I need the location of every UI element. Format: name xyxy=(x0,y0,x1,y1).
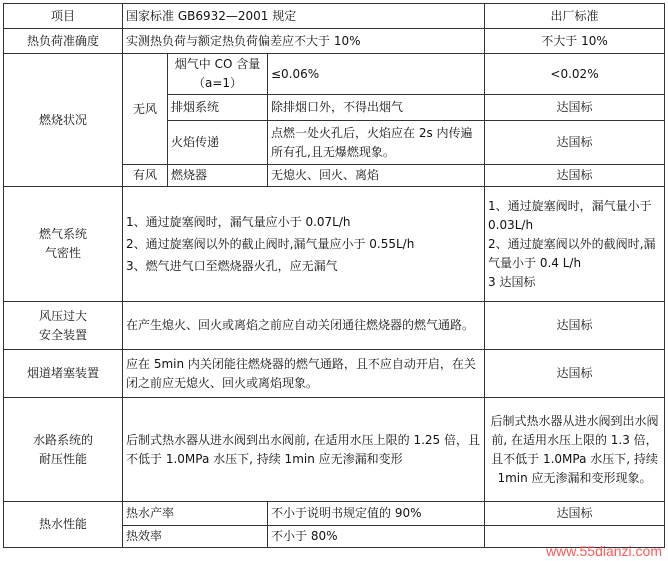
flue-blockage-label: 烟道堵塞装置 xyxy=(4,350,123,398)
header-factory-standard: 出厂标准 xyxy=(485,4,665,29)
table-row xyxy=(4,502,665,526)
exhaust-factory: 达国标 xyxy=(485,95,665,121)
heat-load-label: 热负荷准确度 xyxy=(4,29,123,54)
water-pressure-label xyxy=(4,398,123,502)
co-content-standard: ≤0.06% xyxy=(268,54,485,95)
table-row xyxy=(4,302,665,350)
overpressure-label-line2: 安全装置 xyxy=(38,327,87,342)
heat-load-standard: 实测热负荷与额定热负荷偏差应不大于 10% xyxy=(123,29,485,54)
header-row xyxy=(4,4,665,29)
yield-item: 热水产率 xyxy=(123,502,268,526)
heat-load-factory: 不大于 10% xyxy=(485,29,665,54)
gas-standard-line: 1、通过旋塞阀时，漏气量应小于 0.07L/h xyxy=(126,214,351,229)
yield-standard: 不小于说明书规定值的 90% xyxy=(268,502,485,526)
co-content-factory: <0.02% xyxy=(485,54,665,95)
no-wind-label: 无风 xyxy=(123,54,168,165)
hot-water-label: 热水性能 xyxy=(4,502,123,548)
standards-table xyxy=(3,3,665,548)
flue-blockage-factory: 达国标 xyxy=(485,350,665,398)
water-pressure-standard: 后制式热水器从进水阀到出水阀前, 在适用水压上限的 1.25 倍，且不低于 1.0MPa 水压下, 持续 1min 应无渗漏和变形 xyxy=(123,398,485,502)
overpressure-standard: 在产生熄火、回火或离焰之前应自动关闭通往燃烧器的燃气通路。 xyxy=(123,302,485,350)
gas-tightness-factory xyxy=(485,187,665,302)
with-wind-label: 有风 xyxy=(123,165,168,187)
water-pressure-label-line2: 耐压性能 xyxy=(38,451,87,466)
overpressure-label-line1: 风压过大 xyxy=(38,308,87,323)
table-row xyxy=(4,187,665,302)
exhaust-standard: 除排烟口外，不得出烟气 xyxy=(268,95,485,121)
efficiency-standard: 不小于 80% xyxy=(268,526,485,548)
gas-tightness-label-line2: 气密性 xyxy=(44,246,81,260)
burner-item: 燃烧器 xyxy=(168,165,268,187)
gas-factory-line: 3 达国标 xyxy=(488,274,536,289)
gas-tightness-label xyxy=(4,187,123,302)
header-item: 项目 xyxy=(4,4,123,29)
gas-factory-line: 1、通过旋塞阀时，漏气量小于 0.03L/h xyxy=(488,198,652,232)
gas-standard-line: 3、燃气进气口至燃烧器火孔，应无漏气 xyxy=(126,258,338,273)
table-row xyxy=(4,398,665,502)
combustion-label: 燃烧状况 xyxy=(4,54,123,187)
header-national-standard: 国家标准 GB6932—2001 规定 xyxy=(123,4,485,29)
flame-transfer-item: 火焰传递 xyxy=(168,121,268,165)
flue-blockage-standard: 应在 5min 内关闭能往燃烧器的燃气通路，且不应自动开启，在关闭之前应无熄火、回火或离焰现象。 xyxy=(123,350,485,398)
efficiency-item: 热效率 xyxy=(123,526,268,548)
overpressure-factory: 达国标 xyxy=(485,302,665,350)
overpressure-label xyxy=(4,302,123,350)
table-row xyxy=(4,350,665,398)
burner-factory: 达国标 xyxy=(485,165,665,187)
yield-factory: 达国标 xyxy=(485,502,665,526)
gas-factory-line: 2、通过旋塞阀以外的截阀时,漏气量小于 0.4 L/h xyxy=(488,236,656,270)
water-pressure-label-line1: 水路系统的 xyxy=(32,432,93,447)
gas-tightness-standard xyxy=(123,187,485,302)
water-pressure-factory: 后制式热水器从进水阀到出水阀前, 在适用水压上限的 1.3 倍，且不低于 1.0MPa 水压下, 持续 1min 应无渗漏和变形现象。 xyxy=(485,398,665,502)
watermark: www.55dianzi.com xyxy=(546,543,662,559)
co-content-item: 烟气中 CO 含量（a=1） xyxy=(168,54,268,95)
table-row xyxy=(4,54,665,95)
flame-transfer-standard: 点燃一处火孔后，火焰应在 2s 内传遍所有孔,且无爆燃现象。 xyxy=(268,121,485,165)
burner-standard: 无熄火、回火、离焰 xyxy=(268,165,485,187)
gas-tightness-label-line1: 燃气系统 xyxy=(38,227,87,241)
flame-transfer-factory: 达国标 xyxy=(485,121,665,165)
gas-standard-line: 2、通过旋塞阀以外的截止阀时,漏气量应小于 0.55L/h xyxy=(126,236,415,251)
exhaust-item: 排烟系统 xyxy=(168,95,268,121)
table-row xyxy=(4,29,665,54)
